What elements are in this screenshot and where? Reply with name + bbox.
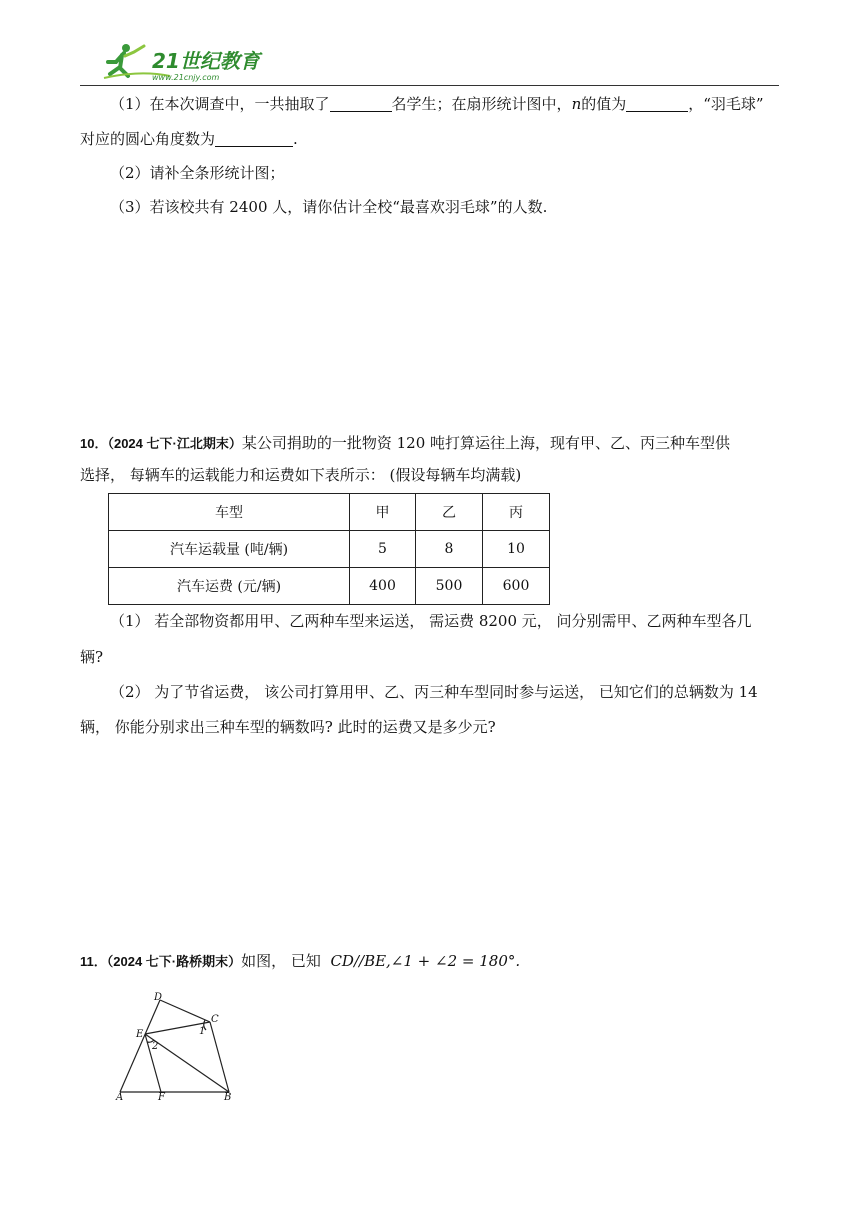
table-cell: 8 bbox=[416, 531, 483, 568]
vehicle-table bbox=[108, 493, 550, 605]
answer-blank bbox=[626, 95, 688, 112]
table-header-cell: 丙 bbox=[483, 494, 550, 531]
answer-blank bbox=[215, 130, 293, 147]
table-cell: 10 bbox=[483, 531, 550, 568]
q10-part2-line1: （2） 为了节省运费， 该公司打算用甲、乙、丙三种车型同时参与运送， 已知它们的总辆数为 14 bbox=[110, 683, 758, 701]
label-angle-2: 2 bbox=[152, 1041, 159, 1052]
q10-stem-line2: 选择， 每辆车的运载能力和运费如下表所示： (假设每辆车均满载) bbox=[80, 466, 522, 484]
table-row bbox=[109, 568, 550, 605]
segment-dc bbox=[160, 1000, 210, 1022]
table-header-cell: 甲 bbox=[350, 494, 416, 531]
answer-blank bbox=[330, 95, 392, 112]
header-rule bbox=[80, 85, 779, 86]
q10-part1-line2: 辆? bbox=[80, 648, 104, 666]
q11-stem: 11．（2024 七下·路桥期末）如图， 已知 CD//BE,∠1 + ∠2 = 180°. bbox=[80, 952, 521, 970]
q11-math: CD//BE,∠1 + ∠2 = 180°. bbox=[330, 952, 521, 970]
table-cell: 600 bbox=[483, 568, 550, 605]
q10-part2-line2: 辆， 你能分别求出三种车型的辆数吗? 此时的运费又是多少元? bbox=[80, 718, 496, 736]
table-header-cell: 车型 bbox=[109, 494, 350, 531]
table-cell: 400 bbox=[350, 568, 416, 605]
table-cell: 汽车运费 (元/辆) bbox=[109, 568, 350, 605]
q9-part3: （3）若该校共有 2400 人，请你估计全校“最喜欢羽毛球”的人数. bbox=[110, 198, 548, 216]
site-logo bbox=[100, 40, 280, 88]
table-header-cell: 乙 bbox=[416, 494, 483, 531]
label-c: C bbox=[211, 1014, 219, 1025]
q10-stem-line1: 10．（2024 七下·江北期末）某公司捐助的一批物资 120 吨打算运往上海，现有甲、乙、丙三种车型供 bbox=[80, 434, 731, 452]
geometry-figure bbox=[110, 990, 240, 1100]
label-angle-1: 1 bbox=[199, 1026, 206, 1037]
label-a: A bbox=[116, 1092, 124, 1100]
label-e: E bbox=[136, 1029, 144, 1040]
logo-text: 21世纪教育 bbox=[152, 49, 260, 73]
label-d: D bbox=[154, 992, 163, 1003]
table-row bbox=[109, 531, 550, 568]
q10-part1-line1: （1） 若全部物资都用甲、乙两种车型来运送， 需运费 8200 元， 问分别需甲、乙两种车型各几 bbox=[110, 612, 752, 630]
table-header-row bbox=[109, 494, 550, 531]
q9-part1-line1: （1）在本次调查中，一共抽取了 名学生；在扇形统计图中，n的值为 ，“羽毛球” bbox=[110, 95, 764, 113]
logo-url: www.21cnjy.com bbox=[152, 73, 220, 82]
label-b: B bbox=[224, 1092, 232, 1100]
q9-part1-line2: 对应的圆心角度数为 . bbox=[80, 130, 298, 148]
label-f: F bbox=[158, 1092, 165, 1100]
table-cell: 汽车运载量 (吨/辆) bbox=[109, 531, 350, 568]
table-cell: 500 bbox=[416, 568, 483, 605]
table-cell: 5 bbox=[350, 531, 416, 568]
q9-part2: （2）请补全条形统计图； bbox=[110, 164, 285, 182]
